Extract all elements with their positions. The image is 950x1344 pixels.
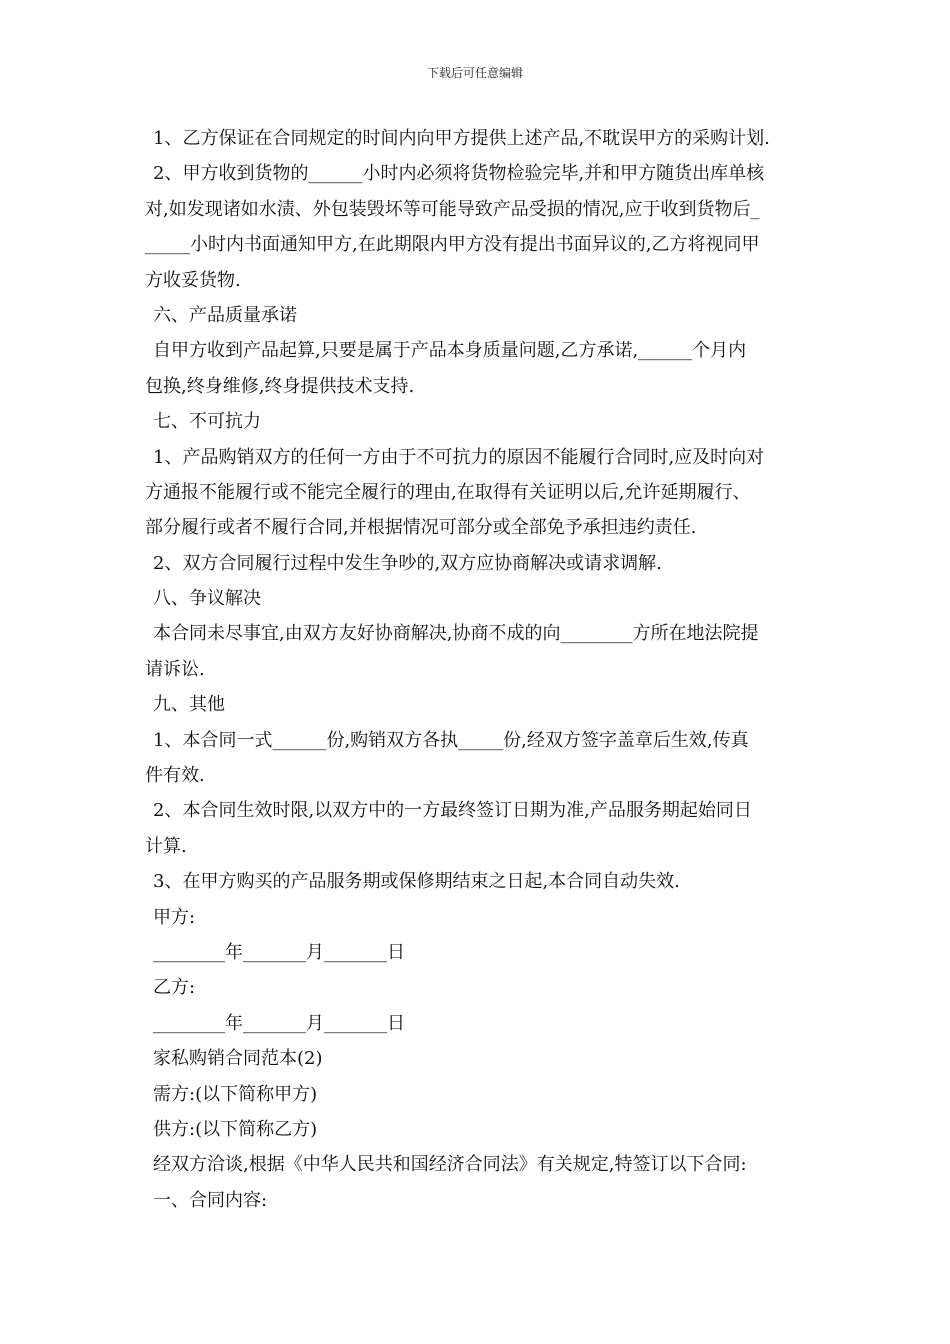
text-line: 供方:(以下简称乙方) [153,1118,318,1140]
text-line: 1、产品购销双方的任何一方由于不可抗力的原因不能履行合同时,应及时向对 [153,446,765,468]
text-line: 1、乙方保证在合同规定的时间内向甲方提供上述产品,不耽误甲方的采购计划. [153,128,770,149]
text-line: 本合同未尽事宜,由双方友好协商解决,协商不成的向________方所在地法院提 [153,623,759,645]
text-line: 2、双方合同履行过程中发生争吵的,双方应协商解决或请求调解. [153,552,662,574]
text-line: 包换,终身维修,终身提供技术支持. [145,375,415,397]
text-line: 2、甲方收到货物的______小时内必须将货物检验完毕,并和甲方随货出库单核 [153,163,765,185]
document-body [145,121,810,1218]
text-line: 家私购销合同范本(2) [153,1048,323,1070]
text-line: 自甲方收到产品起算,只要是属于产品本身质量问题,乙方承诺,______个月内 [153,340,747,362]
text-line: 六、产品质量承诺 [153,304,297,326]
text-line: 对,如发现诸如水渍、外包装毁坏等可能导致产品受损的情况,应于收到货物后_ [145,198,760,220]
text-line: 八、争议解决 [153,588,261,610]
page-header: 下载后可任意编辑 [426,66,523,80]
text-line: 七、不可抗力 [153,411,261,433]
text-line: _____小时内书面通知甲方,在此期限内甲方没有提出书面异议的,乙方将视同甲 [145,234,760,256]
text-line: 经双方洽谈,根据《中华人民共和国经济合同法》有关规定,特签订以下合同: [153,1154,747,1176]
text-line: 3、在甲方购买的产品服务期或保修期结束之日起,本合同自动失效. [153,871,680,893]
text-line: 1、本合同一式______份,购销双方各执_____份,经双方签字盖章后生效,传真 [153,729,749,751]
text-line: 2、本合同生效时限,以双方中的一方最终签订日期为准,产品服务期起始同日 [153,800,752,822]
text-line: 一、合同内容: [153,1189,268,1211]
text-line: 乙方: [153,977,196,999]
text-line: ________年_______月_______日 [153,941,405,963]
text-line: 方收妥货物. [145,269,241,291]
text-line: 请诉讼. [145,658,205,680]
text-line: ________年_______月_______日 [153,1012,405,1034]
text-line: 需方:(以下简称甲方) [153,1083,318,1105]
text-line: 件有效. [145,765,205,787]
text-line: 九、其他 [153,694,225,716]
text-line: 方通报不能履行或不能完全履行的理由,在取得有关证明以后,允许延期履行、 [145,481,751,503]
text-line: 甲方: [153,906,196,928]
text-line: 计算. [145,835,187,857]
text-line: 部分履行或者不履行合同,并根据情况可部分或全部免予承担违约责任. [145,517,697,539]
